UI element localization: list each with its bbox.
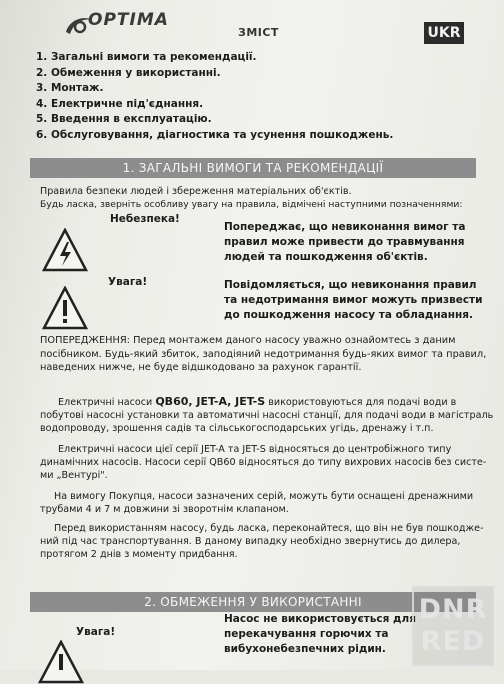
usage-text: Електричні насоси [58,397,156,408]
paragraph-usage [40,395,493,435]
table-of-contents [36,50,393,143]
usage-text: використовуються для подачі води в [265,397,457,408]
usage-line: водопроводу, зрошення садів та сільськогосподарських угідь, дренажу і т.п. [40,423,434,434]
caution-text-line: та недотримання вимог можуть призвести [224,294,483,306]
watermark-line: RED [420,626,486,657]
caution-icon [42,286,88,330]
warning-line: ПОПЕРЕДЖЕННЯ: Перед монтажем даного насосу уважно ознайомтесь з даним [40,335,456,346]
toc-item: 5. Введення в експлуатацію. [36,113,212,125]
danger-text-line: Попереджає, що невиконання вимог та [224,221,466,233]
inspection-line: протягом 2 днів з моменту придбання. [40,549,238,560]
caution-icon [38,640,84,684]
caution-text-line: вибухонебезпечних рідин. [224,643,386,655]
paragraph-types [40,443,486,482]
caution-text-line: Насос не використовується для [224,613,416,625]
danger-label: Небезпека! [110,213,180,225]
toc-item: 3. Монтаж. [36,82,104,94]
caution-text [224,278,483,323]
watermark-logo [412,586,494,666]
caution-text-line: до пошкодження насосу та обладнання. [224,309,473,321]
section-2-header: 2. ОБМЕЖЕННЯ У ВИКОРИСТАННІ [30,592,476,612]
warning-paragraph [40,334,486,375]
language-badge: UKR [424,22,464,44]
toc-item: 2. Обмеження у використанні. [36,66,221,79]
options-line: На вимогу Покупця, насоси зазначених серій, можуть бути оснащені дренажними [54,491,474,502]
toc-item: 4. Електричне під'єднання. [36,97,204,110]
intro-line: Правила безпеки людей і збереження матеріальних об'єктів. [40,186,352,197]
usage-line: побутові насосні установки та автоматичні насосні станції, для подачі води в магістраль [40,410,494,421]
caution-label: Увага! [108,276,148,288]
danger-text-line: людей та пошкодження об'єктів. [224,251,428,263]
section-2-caution-label: Увага! [76,626,116,638]
section-2-caution-text [224,612,416,657]
options-line: трубами 4 и 7 м довжини зі зворотнім клапаном. [40,504,289,515]
toc-item: 1. Загальні вимоги та рекомендації. [36,51,257,63]
warning-line: посібником. Будь-який збиток, заподіяний недотримання будь-яких вимог та правил, [40,348,487,360]
types-line: Електричні насоси цієї серії JET-A та JET-S відносяться до центробіжного типу [58,444,452,455]
inspection-line: ний під час транспортування. В даному випадку необхідно звернутись до дилера, [40,536,461,547]
warning-line: наведених нижче, не буде відшкодовано за рахунок гарантії. [40,362,362,373]
watermark-line: DNR [418,594,488,625]
brand-name: OPTIMA [88,10,169,30]
intro-line: Будь ласка, зверніть особливу увагу на правила, відмічені наступними позначеннями: [40,199,463,210]
paragraph-options [40,490,473,516]
toc-title: ЗМІСТ [238,26,279,39]
danger-text-line: правил може привести до травмування [224,236,465,248]
types-line: динамічних насосів. Насоси серії QB60 відносяться до типу вихрових насосів без систе- [40,457,487,468]
section-1-header: 1. ЗАГАЛЬНІ ВИМОГИ ТА РЕКОМЕНДАЦІЇ [30,158,476,178]
caution-text-line: Повідомляється, що невиконання правил [224,279,477,291]
types-line: ми „Вентурі". [40,470,108,481]
brand-logo [30,4,169,40]
pump-models: QB60, JET-A, JET-S [155,395,266,408]
paragraph-inspection [40,522,484,561]
electric-hazard-icon [42,228,88,272]
inspection-line: Перед використанням насосу, будь ласка, переконайтеся, що він не був пошкодже- [54,523,484,534]
toc-item: 6. Обслуговування, діагностика та усунення пошкоджень. [36,128,394,141]
caution-text-line: перекачування горючих та [224,628,389,640]
danger-text [224,220,465,265]
